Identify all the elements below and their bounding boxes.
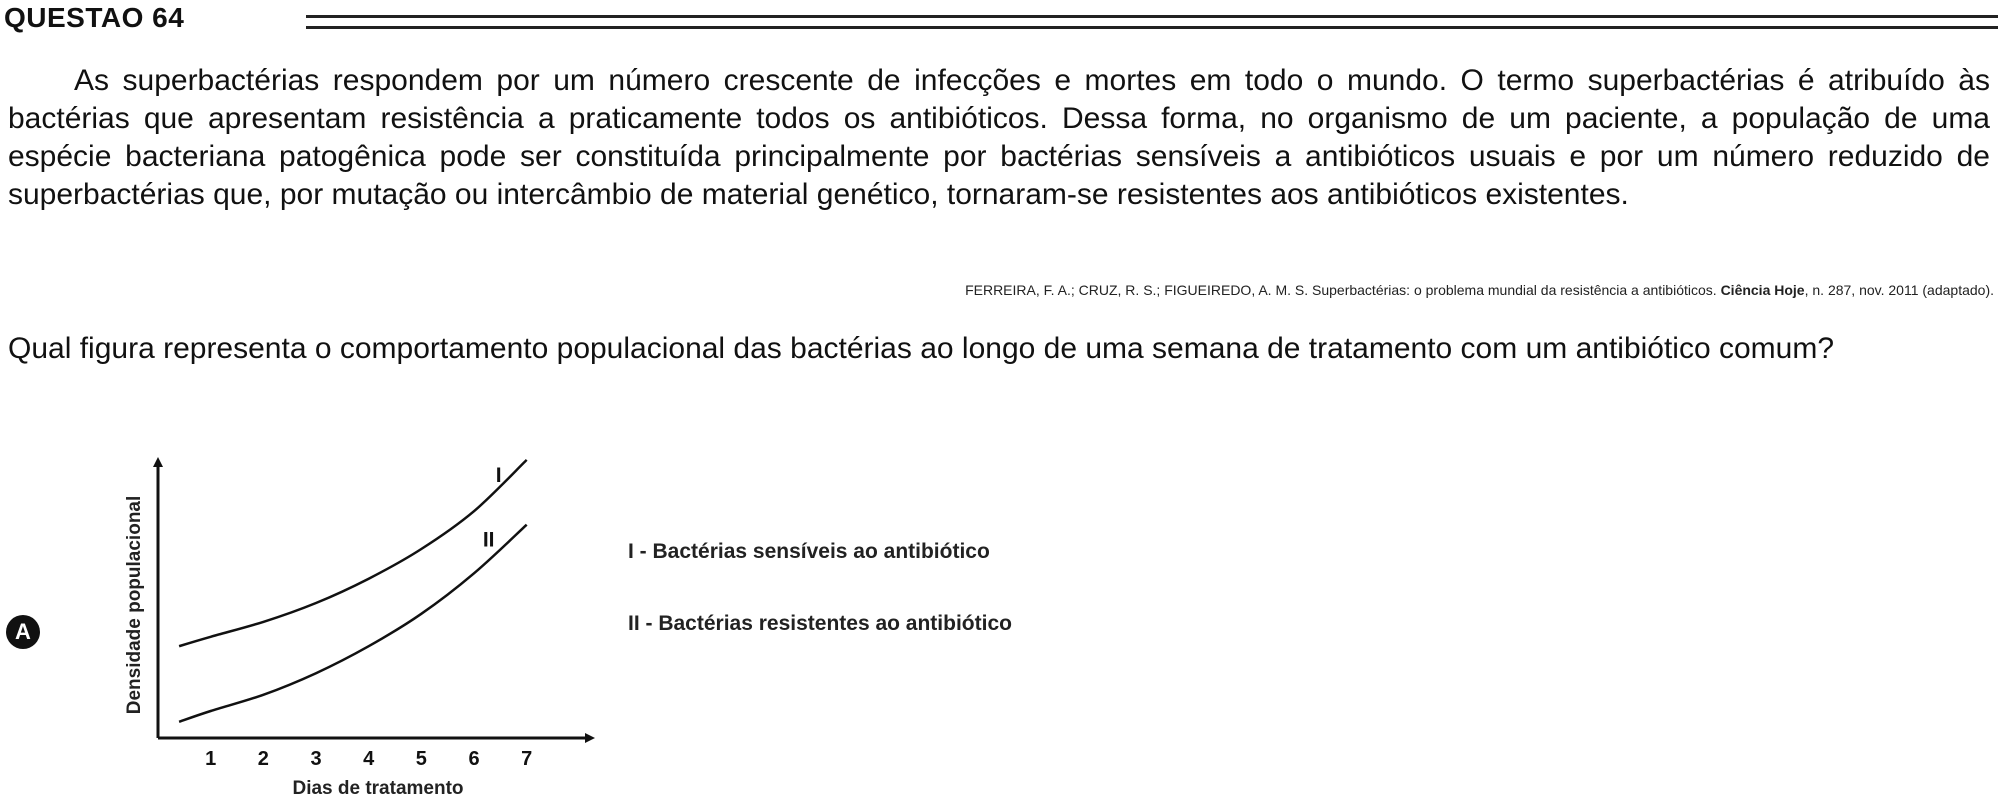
x-tick-label: 4: [363, 748, 375, 770]
x-tick-label: 2: [257, 748, 269, 770]
source-citation: [965, 282, 1994, 298]
title-rule: [306, 15, 1998, 29]
series-line-II: [179, 525, 527, 722]
source-journal: Ciência Hoje: [1720, 282, 1805, 298]
series-label-I: I: [495, 463, 502, 487]
source-text: FERREIRA, F. A.; CRUZ, R. S.; FIGUEIREDO, A. M. S. Superbactérias: o problema mundial da resistência a antibióticos.: [965, 282, 1717, 298]
x-tick-label: 6: [468, 748, 480, 770]
option-a-chart: [100, 440, 620, 800]
series-line-I: [179, 460, 527, 646]
x-tick-label: 5: [415, 748, 427, 770]
question-paragraph: As superbactérias respondem por um número crescente de infecções e mortes em todo o mundo. O termo superbactérias é atribuído às bactérias que apresentam resistência a praticamente todos os antibióticos. Dessa forma, no organismo de um paciente, a população de uma espécie bacteriana patogênica pode ser constituída principalmente por bactérias sensíveis a antibióticos usuais e por um número reduzido de superbactérias que, por mutação ou intercâmbio de material genético, tornaram-se resistentes aos antibióticos existentes.: [8, 64, 1990, 211]
x-tick-label: 7: [521, 748, 533, 770]
legend-item-sensitive: I - Bactérias sensíveis ao antibiótico: [628, 540, 990, 563]
source-tail: , n. 287, nov. 2011 (adaptado).: [1804, 282, 1994, 298]
question-header: [4, 2, 1998, 36]
y-axis-label: Densidade populacional: [124, 495, 145, 715]
question-prompt: Qual figura representa o comportamento populacional das bactérias ao longo de uma semana de tratamento com um antibiótico comum?: [8, 332, 1835, 365]
option-letter-badge[interactable]: A: [6, 615, 40, 649]
x-axis-label: Dias de tratamento: [292, 778, 464, 799]
question-title: QUESTAO 64: [4, 2, 185, 33]
legend-item-resistant: II - Bactérias resistentes ao antibiótico: [628, 612, 1012, 635]
x-tick-label: 3: [310, 748, 322, 770]
x-tick-label: 1: [205, 748, 217, 770]
series-label-II: II: [482, 528, 495, 552]
